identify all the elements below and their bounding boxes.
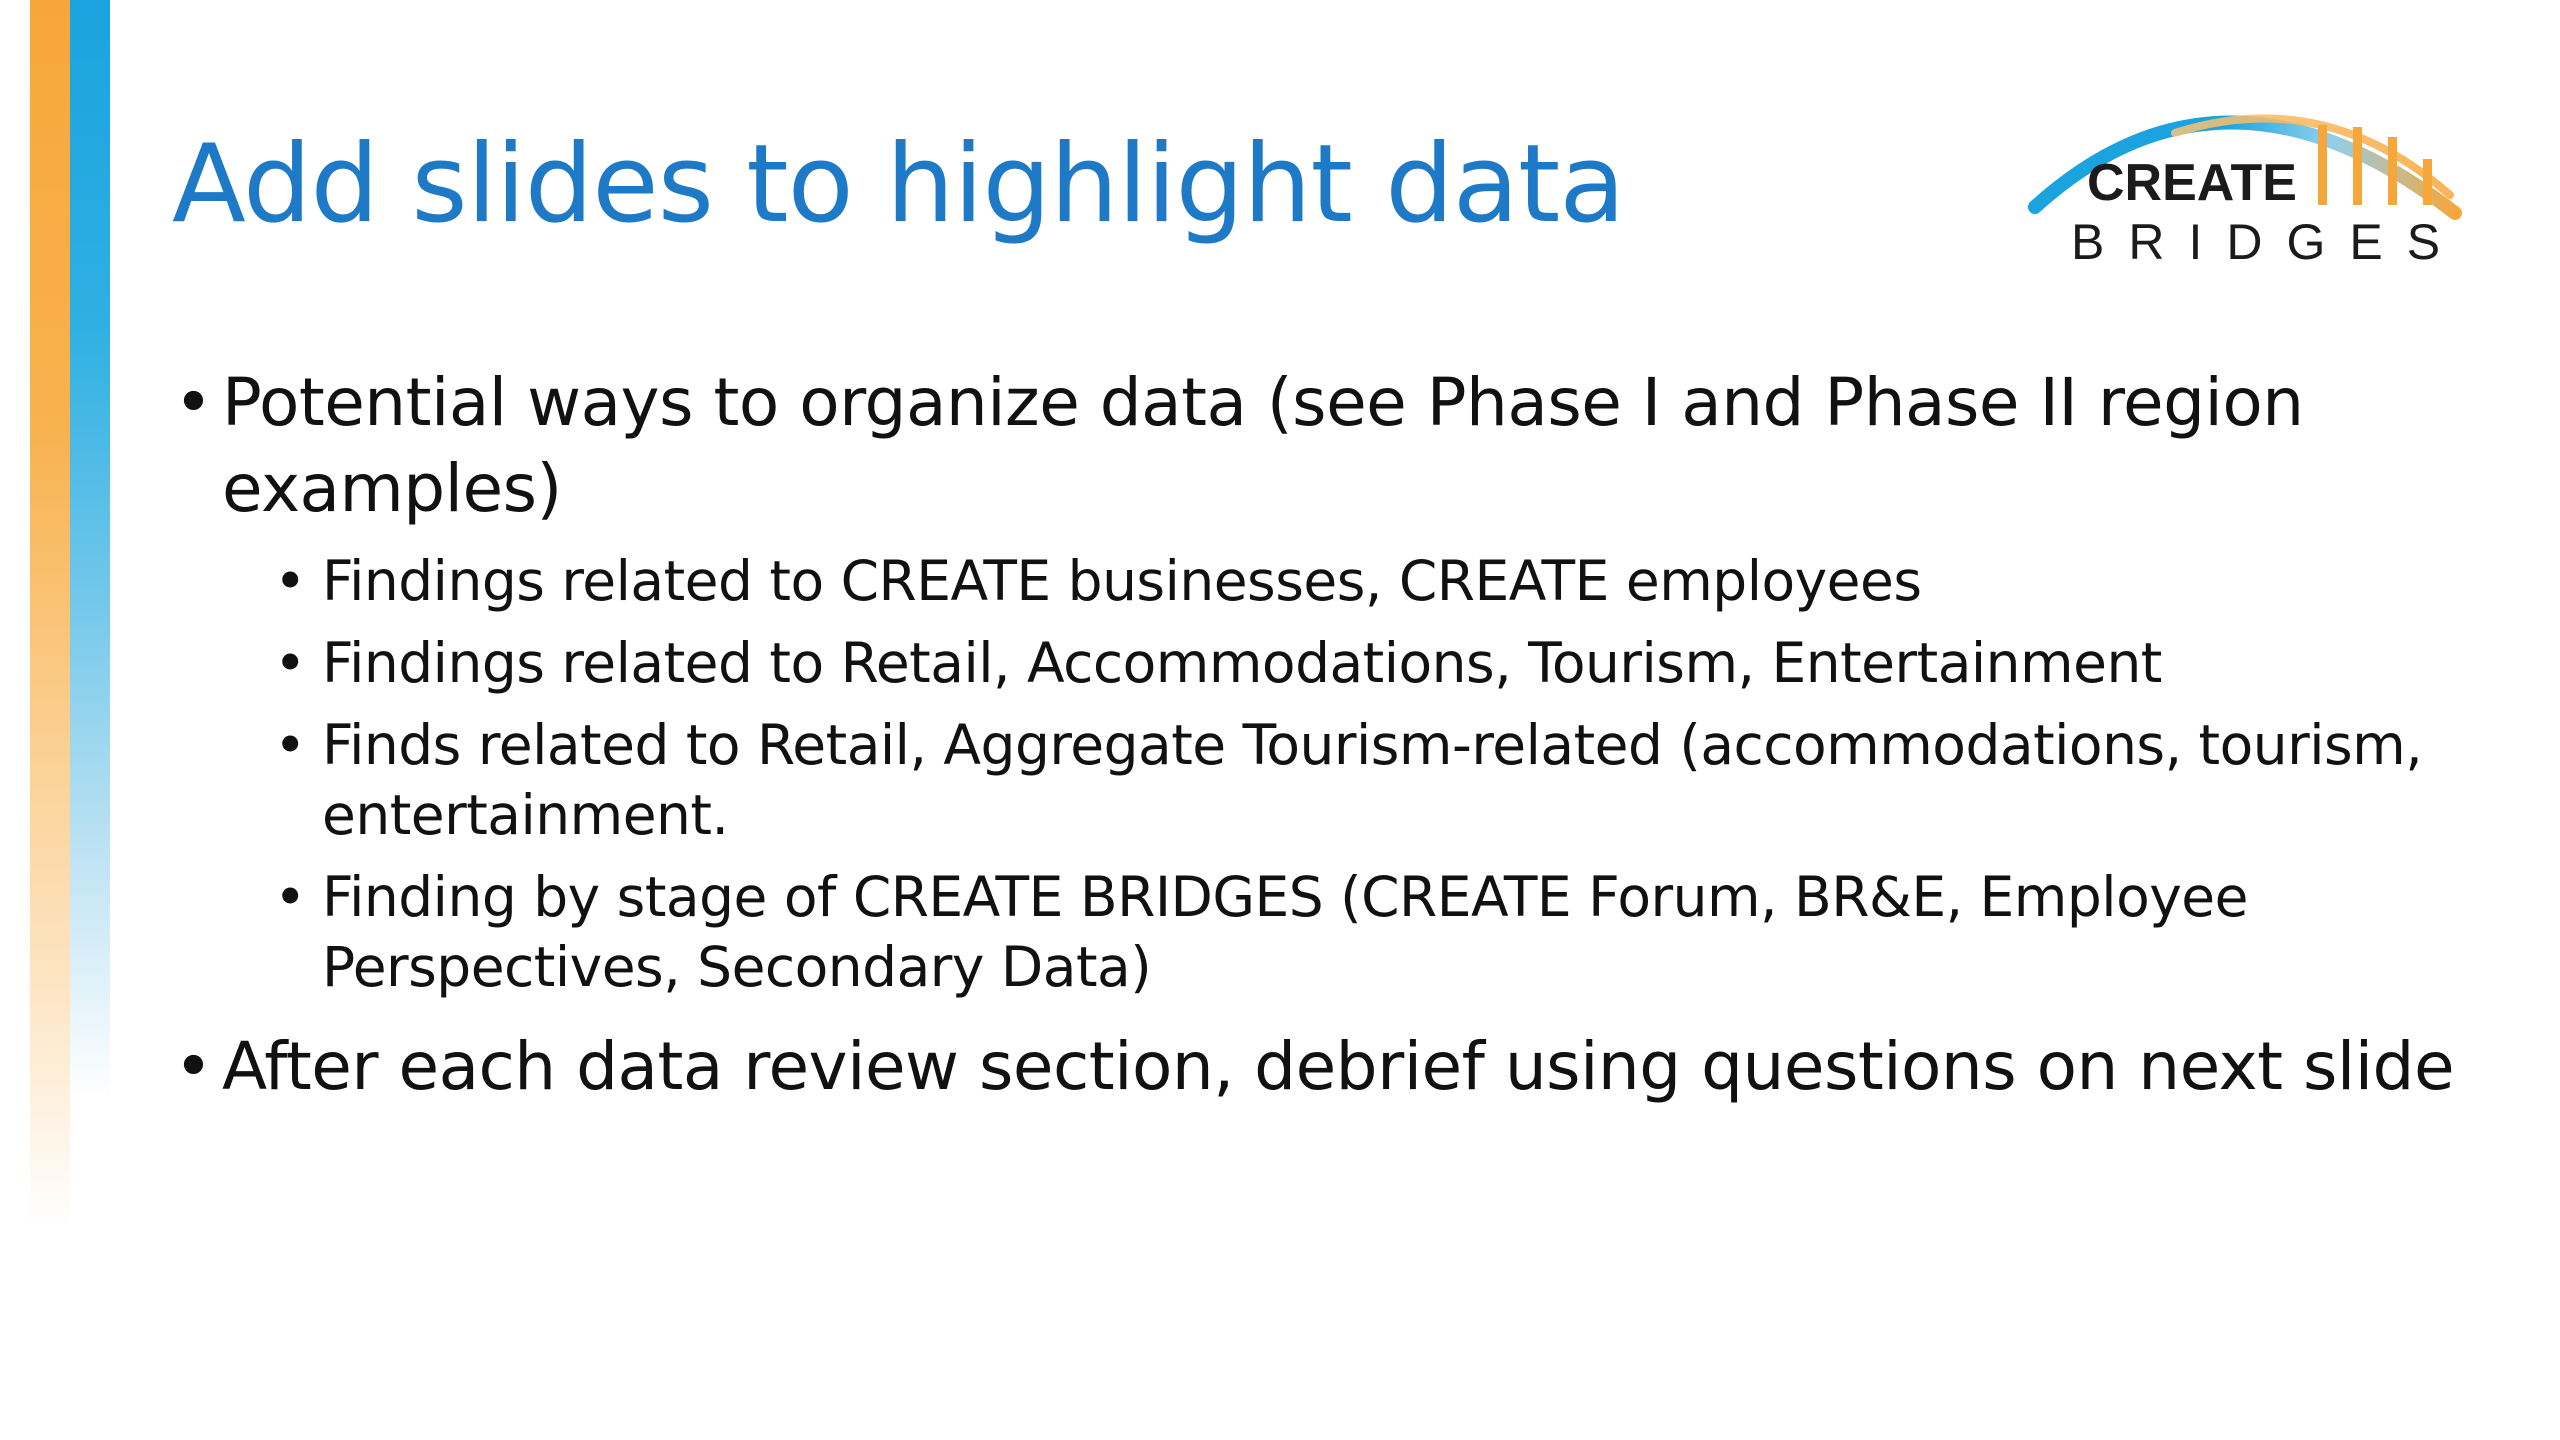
sub-bullet-text: Finds related to Retail, Aggregate Tourism-related (accommodations, tourism, entertainment. (322, 713, 2423, 847)
bullet-item (170, 360, 2510, 532)
sub-bullet-list (170, 546, 2510, 1002)
blue-accent-stripe (70, 0, 110, 1100)
sub-bullet-marker: • (274, 865, 306, 929)
sub-bullet-text: Finding by stage of CREATE BRIDGES (CREATE Forum, BR&E, Employee Perspectives, Secondary Data) (322, 865, 2248, 999)
bullet-item (170, 1024, 2510, 1110)
bullet-marker: • (174, 1028, 213, 1105)
sub-bullet-text: Findings related to CREATE businesses, CREATE employees (322, 549, 1922, 613)
bullet-marker: • (174, 364, 213, 441)
sub-bullet-item (170, 546, 2510, 616)
sub-bullet-item (170, 862, 2510, 1002)
sub-bullet-marker: • (274, 631, 306, 695)
orange-accent-stripe (30, 0, 70, 1230)
logo-text-bridges: BRIDGES (2071, 214, 2465, 270)
bullet-list (170, 360, 2510, 1124)
sub-bullet-marker: • (274, 713, 306, 777)
sub-bullet-item (170, 710, 2510, 850)
slide-title: Add slides to highlight data (172, 122, 1625, 247)
sub-bullet-marker: • (274, 549, 306, 613)
bullet-text: Potential ways to organize data (see Phase I and Phase II region examples) (222, 364, 2304, 527)
sub-bullet-text: Findings related to Retail, Accommodations, Tourism, Entertainment (322, 631, 2162, 695)
create-bridges-logo (2025, 75, 2465, 275)
logo-text-create: CREATE (2087, 154, 2297, 212)
bullet-text: After each data review section, debrief using questions on next slide (222, 1028, 2455, 1105)
sub-bullet-item (170, 628, 2510, 698)
